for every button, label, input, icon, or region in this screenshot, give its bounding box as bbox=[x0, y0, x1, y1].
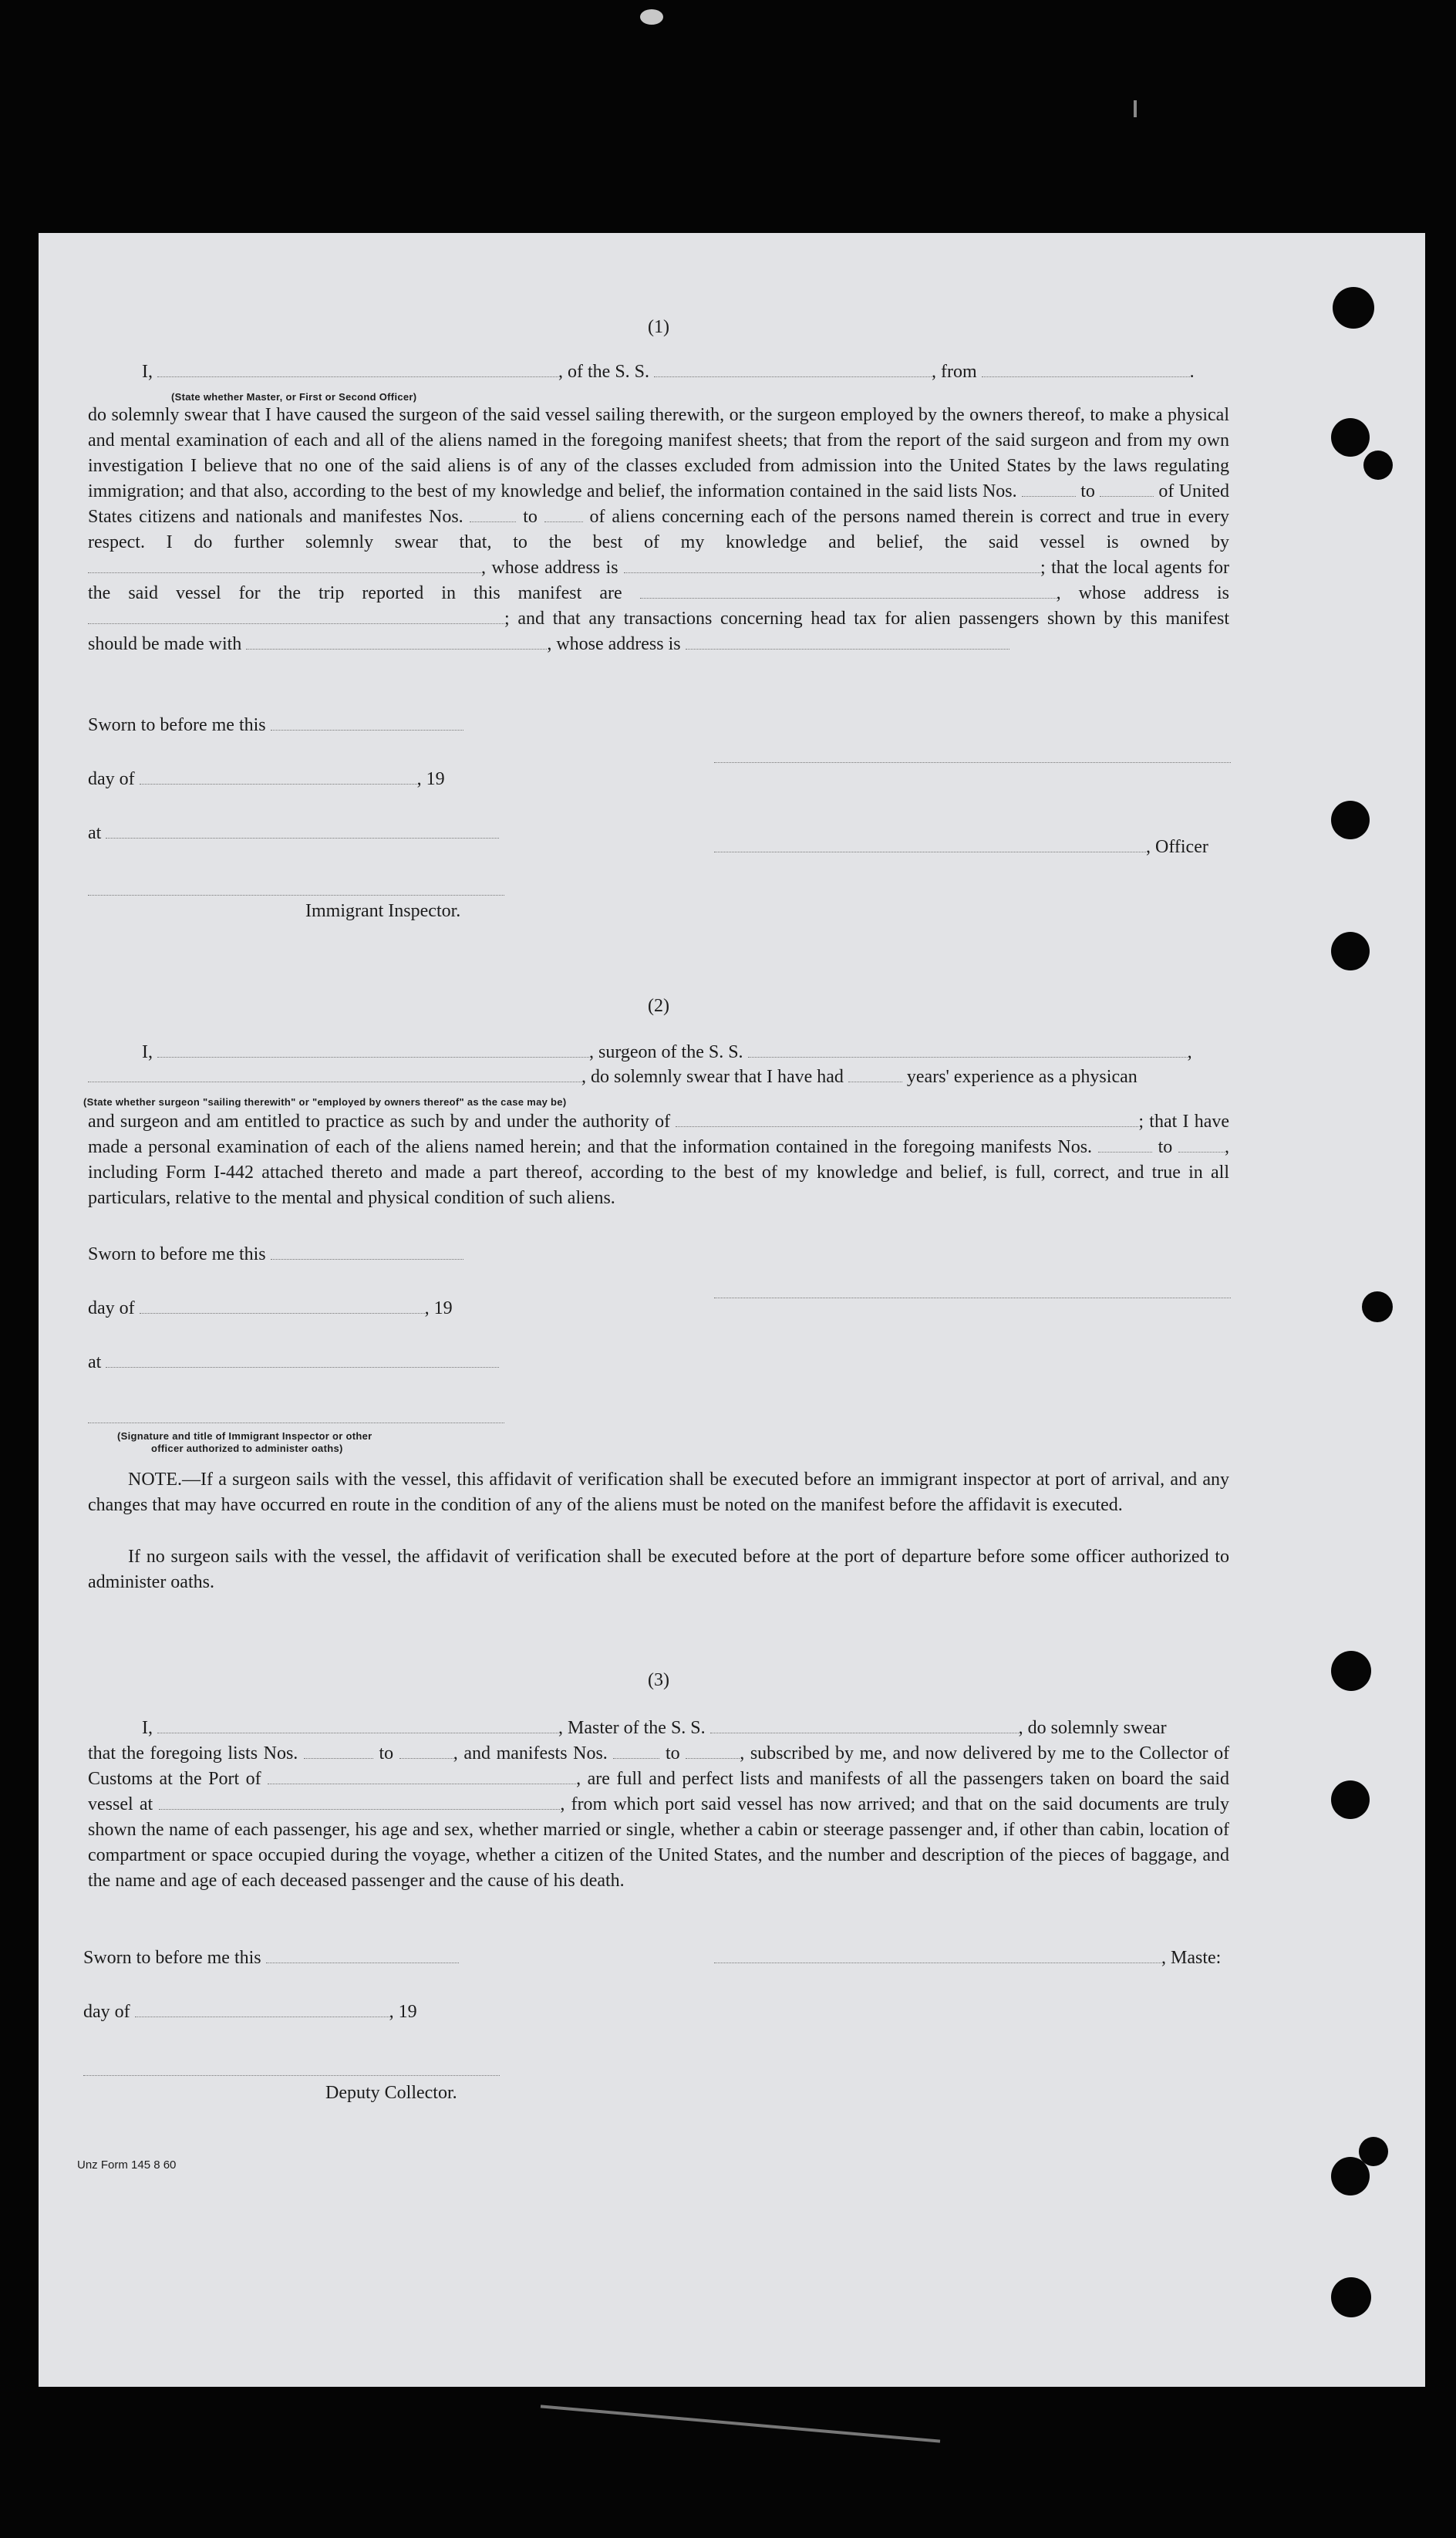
section-3-day-of: day of , 19 bbox=[83, 2002, 417, 2022]
section-2-opening: I, , surgeon of the S. S. , bbox=[142, 1042, 1192, 1062]
section-1-at: at bbox=[88, 822, 499, 844]
section-2-signature-caption-2: officer authorized to administer oaths) bbox=[151, 1443, 343, 1454]
punch-hole bbox=[1331, 1651, 1371, 1691]
section-3-body: that the foregoing lists Nos. to , and manifests Nos. to , subscribed by me, and now delivered by me to the Collector of Customs at the Port of , are full and perfect lists and manifests of all the passengers taken on board the said vessel at , from which port said vessel has now arrived; and that on the said documents are truly shown the name of each passenger, his age and sex, whether married or single, whether a cabin or steerage passenger and, if other than cabin, location of compartment or space occupied during the voyage, whether a citizen of the United States, and the number and description of the pieces of baggage, and the name and age of each deceased passenger and the cause of his death. bbox=[88, 1743, 1230, 1891]
section-2-at: at bbox=[88, 1352, 499, 1373]
section-3-collector-line bbox=[83, 2075, 500, 2076]
section-2-sworn: Sworn to before me this bbox=[88, 1244, 463, 1265]
section-3-collector: Deputy Collector. bbox=[325, 2083, 457, 2103]
section-3-master: , Maste: bbox=[714, 1947, 1221, 1969]
scan-mark bbox=[541, 2405, 940, 2442]
section-1-number: (1) bbox=[648, 317, 669, 337]
section-2-experience: , do solemnly swear that I have had years' experience as a physican bbox=[88, 1065, 1229, 1090]
punch-hole bbox=[1331, 932, 1370, 970]
section-2-number: (2) bbox=[648, 996, 669, 1016]
note-paragraph-2: If no surgeon sails with the vessel, the affidavit of verification shall be executed before at the port of departure before some officer authorized to administer oaths. bbox=[88, 1547, 1229, 1592]
section-3-number: (3) bbox=[648, 1670, 669, 1690]
section-3-sworn: Sworn to before me this bbox=[83, 1947, 459, 1969]
section-2-signature-caption-1: (Signature and title of Immigrant Inspector or other bbox=[117, 1430, 372, 1442]
punch-hole bbox=[1331, 2277, 1371, 2317]
punch-hole bbox=[1362, 1291, 1393, 1322]
section-1-opening: I, , of the S. S. , from . bbox=[142, 362, 1195, 382]
punch-hole bbox=[1331, 418, 1370, 457]
section-1-inspector: Immigrant Inspector. bbox=[305, 901, 461, 921]
punch-hole bbox=[1331, 1780, 1370, 1819]
punch-hole bbox=[1359, 2137, 1388, 2166]
section-2-day-of: day of , 19 bbox=[88, 1298, 453, 1318]
note-paragraph-1: NOTE.—If a surgeon sails with the vessel, this affidavit of verification shall be executed before an immigrant inspector at port of arrival, and any changes that may have occurred en route in the condition of any of the aliens must be noted on the manifest before the affidavit is executed. bbox=[88, 1470, 1229, 1515]
punch-hole bbox=[1333, 287, 1374, 329]
section-1-inspector-line bbox=[88, 895, 504, 896]
section-1-officer: , Officer bbox=[714, 836, 1208, 858]
punch-hole bbox=[1331, 801, 1370, 839]
section-1-signature-line bbox=[714, 762, 1231, 763]
punch-hole bbox=[1363, 451, 1393, 480]
scan-mark bbox=[1134, 100, 1137, 117]
section-1-instruction: (State whether Master, or First or Second Officer) bbox=[171, 391, 417, 403]
section-1-day-of: day of , 19 bbox=[88, 769, 445, 789]
section-1-body: do solemnly swear that I have caused the surgeon of the said vessel sailing therewith, or the surgeon employed by the owners thereof, to make a physical and mental examination of each and all of the aliens named in the foregoing manifest sheets; that from the report of the said surgeon and from my own investigation I believe that no one of the said aliens is of any of the classes excluded from admission into the United States by the laws regulating immigration; and that also, according to the best of my knowledge and belief, the information contained in the said lists Nos. to of United States citizens and nationals and manifestes Nos. to of aliens concerning each of the persons named therein is correct and true in every respect. I do further solemnly swear that, to the best of my knowledge and belief, the said vessel is owned by , whose address is ; that the local agents for the said vessel for the trip reported in this manifest are , whose address is ; and that any transactions concerning head tax for alien passengers shown by this manifest should be made with , whose address is bbox=[88, 405, 1230, 654]
scan-mark bbox=[640, 9, 663, 25]
form-number: Unz Form 145 8 60 bbox=[77, 2158, 177, 2172]
section-2-body: and surgeon and am entitled to practice as such by and under the authority of ; that I have made a personal examination of each of the aliens named herein; and that the information contained in the foregoing manifests Nos. to , including Form I-442 attached thereto and made a part thereof, according to the best of my knowledge and belief, is full, correct, and true in all particulars, relative to the mental and physical condition of such aliens. bbox=[88, 1112, 1230, 1208]
section-1-sworn: Sworn to before me this bbox=[88, 714, 463, 736]
section-2-instruction: (State whether surgeon "sailing therewith" or "employed by owners thereof" as the case may be) bbox=[83, 1096, 567, 1108]
document-page bbox=[39, 233, 1425, 2387]
section-3-opening: I, , Master of the S. S. , do solemnly swear bbox=[142, 1718, 1167, 1738]
